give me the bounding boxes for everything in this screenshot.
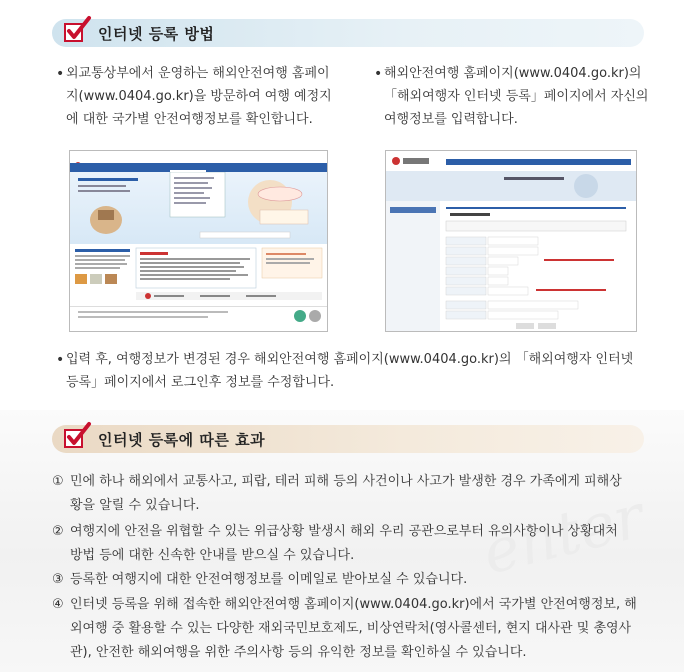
- text-line: 황을 알릴 수 있습니다.: [70, 498, 200, 513]
- item-number: ②: [52, 524, 64, 539]
- item-number: ④: [52, 597, 64, 612]
- checkmark-icon: [62, 425, 92, 453]
- bullet-dot: •: [374, 66, 383, 82]
- text-line: 등록한 여행지에 대한 안전여행정보를 이메일로 받아보실 수 있습니다.: [70, 572, 468, 587]
- effect-item-1: [52, 470, 652, 494]
- effect-item-3: [52, 568, 652, 592]
- text-line: 지(www.0404.go.kr)을 방문하여 여행 예정지: [66, 89, 332, 104]
- text-line: 입력 후, 여행정보가 변경된 경우 해외안전여행 홈페이지(www.0404.go.kr)의 「해외여행자 인터넷: [66, 352, 634, 367]
- bullet-dot: •: [56, 66, 65, 82]
- text-line: 외여행 중 활용할 수 있는 다양한 재외국민보호제도, 비상연락처(영사콜센터, 현지 대사관 및 총영사: [70, 621, 632, 636]
- note-paragraph: [66, 348, 656, 394]
- text-line: 에 대한 국가별 안전여행정보를 확인합니다.: [66, 112, 313, 127]
- section-header-effects: [52, 425, 644, 453]
- text-line: 「해외여행자 인터넷 등록」페이지에서 자신의: [384, 89, 649, 104]
- content-area: [70, 244, 327, 331]
- left-paragraph: [66, 62, 346, 131]
- text-line: 여행지에 안전을 위협할 수 있는 위급상황 발생시 해외 우리 공관으로부터 유의사항이나 상황대처: [70, 524, 618, 539]
- section-header-registration-method: [52, 19, 644, 47]
- background-watermark: enter: [475, 481, 651, 589]
- homepage-screenshot: [69, 150, 328, 332]
- logo-area: [74, 154, 104, 160]
- text-line: 여행정보를 입력합니다.: [384, 112, 518, 127]
- nav-bar: [70, 163, 327, 172]
- text-line: 방법 등에 대한 신속한 안내를 받으실 수 있습니다.: [70, 548, 355, 563]
- section-title: 인터넷 등록에 따른 효과: [98, 430, 266, 449]
- banner: [70, 172, 327, 244]
- text-line: 민에 하나 해외에서 교통사고, 피랍, 테러 피해 등의 사건이나 사고가 발생한 경우 가족에게 피해상: [70, 474, 622, 489]
- text-line: 외교통상부에서 운영하는 해외안전여행 홈페이: [66, 66, 330, 81]
- form-mockup: [386, 151, 636, 331]
- section-title: 인터넷 등록 방법: [98, 24, 215, 43]
- text-line: 등록」페이지에서 로그인후 정보를 수정합니다.: [66, 375, 335, 390]
- item-number: ①: [52, 474, 64, 489]
- right-paragraph: [384, 62, 654, 131]
- bullet-dot: •: [56, 352, 65, 368]
- checkmark-icon: [62, 19, 92, 47]
- text-line: 관), 안전한 해외여행을 위한 주의사항 등의 유익한 정보를 확인하실 수 있습니다.: [70, 645, 527, 660]
- effect-item-2: [52, 520, 652, 544]
- text-line: 인터넷 등록을 위해 접속한 해외안전여행 홈페이지(www.0404.go.kr)에서 국가별 안전여행정보, 해: [70, 597, 637, 612]
- registration-form-screenshot: [385, 150, 637, 332]
- effect-item-4: [52, 593, 652, 617]
- item-number: ③: [52, 572, 64, 587]
- text-line: 해외안전여행 홈페이지(www.0404.go.kr)의: [384, 66, 642, 81]
